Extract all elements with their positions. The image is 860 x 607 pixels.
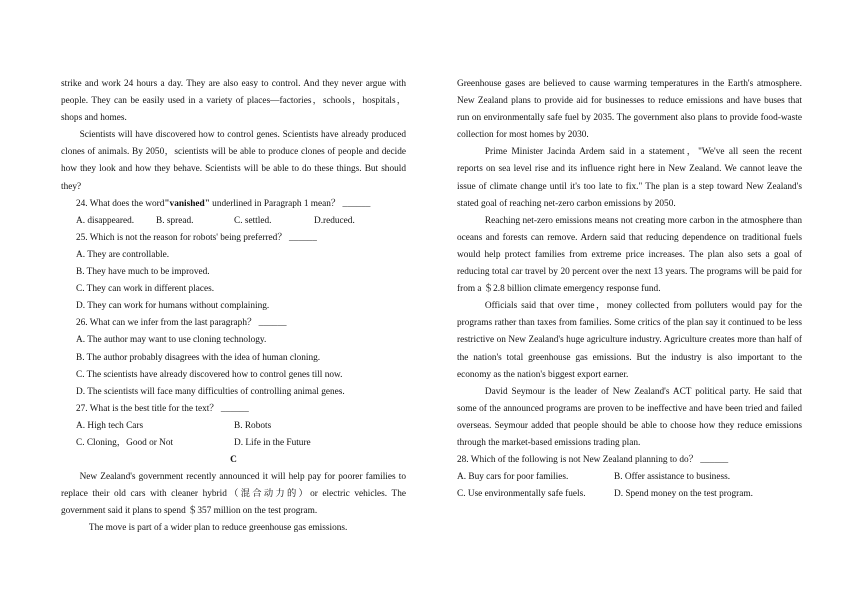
question-27: 27. What is the best title for the text？ ______ <box>76 403 249 414</box>
question-28-options-row-1 <box>457 469 802 486</box>
passage-b-paragraph: strike and work 24 hours a day. They are also easy to control. And they never argue with people. They can be easily used in a variety of places—factories，schools，hospitals，shops and homes. <box>61 79 406 124</box>
passage-c-paragraph: Reaching net-zero emissions means not creating more carbon in the atmosphere than oceans and forests can remove. Ardern said that reducing dependence on traditional fuels would help protect families from extreme price increases. The plan also sets a goal of reducing total car travel by 20 percent over the next 13 years. The programs will be paid for from a ＄2.8 billion climate emergency response fund. <box>457 215 802 295</box>
question-28-options-row-2 <box>457 486 802 503</box>
option-d: D. Life in the Future <box>234 437 311 448</box>
passage-c-paragraph: Prime Minister Jacinda Ardem said in a statement，"We've all seen the recent reports on sea level rise and its influence right here in New Zealand. We cannot leave the issue of climate change until it's too late to fix." The plan is a step toward New Zealand's stated goal of reaching net-zero carbon emissions by 2050. <box>457 147 802 209</box>
option-d: D. The scientists will face many difficulties of controlling animal genes. <box>76 386 345 397</box>
option-c: C. The scientists have already discovered how to control genes till now. <box>76 369 343 380</box>
question-24-stem-end: underlined in Paragraph 1 mean？ ______ <box>209 198 371 209</box>
option-d: D. They can work for humans without complaining. <box>76 301 270 312</box>
right-column <box>457 76 802 503</box>
option-c: C. Use environmentally safe fuels. <box>457 489 586 500</box>
section-heading: C <box>230 455 237 466</box>
passage-c-paragraph: Officials said that over time，money collected from polluters would pay for the programs rather than taxes from families. Some critics of the plan say it continued to be less restrictive on New Zealand's huge agriculture industry. Agriculture creates more than half of the nation's total greenhouse gas emissions. But the industry is also important to the economy as the nation's biggest export earner. <box>457 301 802 380</box>
left-column <box>61 76 406 538</box>
option-c: C. settled. <box>234 215 272 226</box>
passage-c-paragraph: David Seymour is the leader of New Zealand's ACT political party. He said that some of the announced programs are proven to be ineffective and have been tried and failed overseas. Seymour added that people should be able to choose how they reduce emissions through the market-based emissions trading plan. <box>457 386 802 448</box>
option-a: A. disappeared. <box>76 215 135 226</box>
question-24-stem: 24. What does the word <box>76 198 165 209</box>
question-28: 28. Which of the following is not New Zealand planning to do？ ______ <box>457 455 729 466</box>
question-27-options-row-1 <box>61 418 406 435</box>
question-26: 26. What can we infer from the last paragraph？ ______ <box>76 318 287 329</box>
option-a: A. The author may want to use cloning technology. <box>76 335 267 346</box>
question-24-keyword: "vanished" <box>164 198 210 209</box>
passage-c-paragraph: New Zealand's government recently announced it will help pay for poorer families to replace their old cars with cleaner hybrid（混合动力的）or electric vehicles. The government said it plans to spend ＄357 million on the test program. <box>61 472 406 517</box>
question-25: 25. Which is not the reason for robots' being preferred？ ______ <box>76 232 317 243</box>
option-d: D. Spend money on the test program. <box>614 489 753 500</box>
option-a: A. Buy cars for poor families. <box>457 472 569 483</box>
option-b: B. Robots <box>234 420 272 431</box>
passage-c-paragraph: The move is part of a wider plan to reduce greenhouse gas emissions. <box>88 523 348 534</box>
option-c: C. They can work in different places. <box>76 284 215 295</box>
option-b: B. The author probably disagrees with the idea of human cloning. <box>76 352 321 363</box>
question-24 <box>61 196 406 213</box>
option-d: D.reduced. <box>314 215 355 226</box>
option-c: C. Cloning，Good or Not <box>76 437 174 448</box>
question-24-options <box>61 213 406 230</box>
option-a: A. They are controllable. <box>76 249 170 260</box>
option-b: B. spread. <box>156 215 194 226</box>
option-b: B. They have much to be improved. <box>76 267 210 278</box>
option-a: A. High tech Cars <box>76 420 144 431</box>
question-27-options-row-2 <box>61 435 406 452</box>
option-b: B. Offer assistance to business. <box>614 472 731 483</box>
passage-c-paragraph: Greenhouse gases are believed to cause warming temperatures in the Earth's atmosphere. New Zealand plans to provide aid for businesses to reduce emissions and have buses that run on environmentally safe fuel by 2035. The government also plans to provide food-waste collection for most homes by 2030. <box>457 79 802 141</box>
passage-b-paragraph: Scientists will have discovered how to control genes. Scientists have already produced clones of animals. By 2050，scientists will be able to produce clones of people and decide how they look and how they behave. Scientists will be able to do these things. But should they? <box>61 130 406 192</box>
